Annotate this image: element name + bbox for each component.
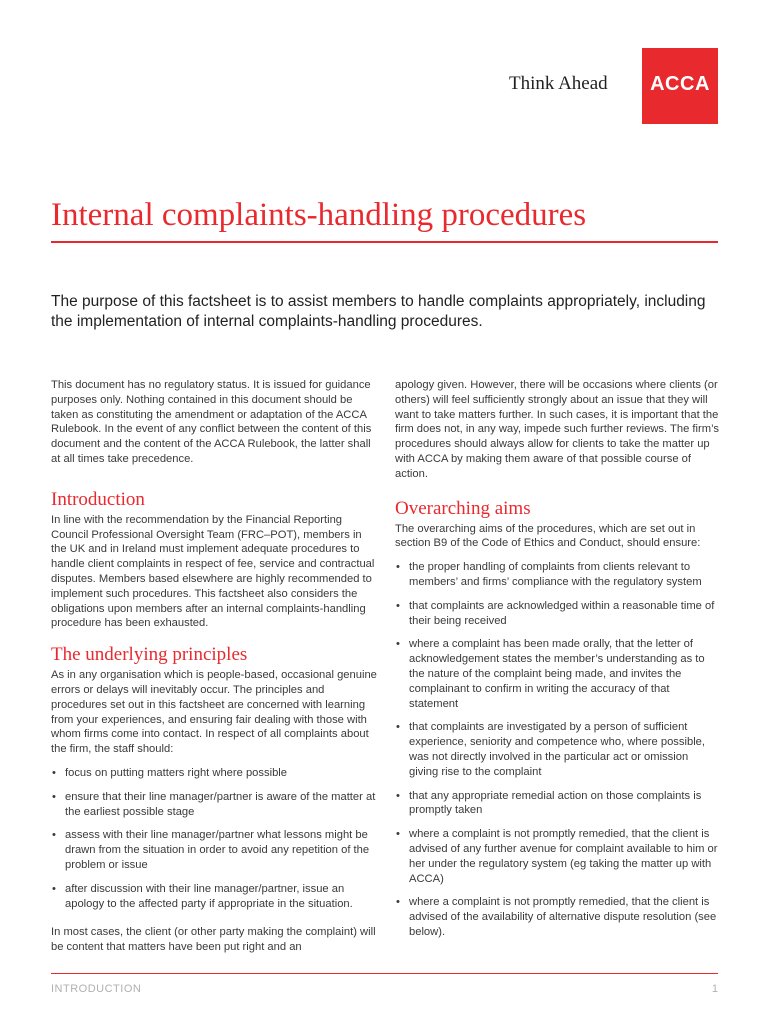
title-divider: [51, 241, 718, 243]
list-item: • the proper handling of complaints from clients relevant to members’ and firms’ compliance with the regulatory system: [395, 560, 719, 590]
principles-list: [51, 766, 378, 911]
logo-text: ACCA: [650, 73, 710, 95]
page-number: 1: [711, 983, 718, 995]
list-item: • that any appropriate remedial action on those complaints is promptly taken: [395, 789, 719, 819]
footer-divider: [51, 973, 718, 974]
aims-list: [395, 560, 719, 940]
list-item: • where a complaint is not promptly remedied, that the client is advised of any further avenue for complaint available to him or her under the regulatory system (eg taking the matter up with ACCA): [395, 827, 719, 886]
list-item: • that complaints are investigated by a person of sufficient experience, seniority and competence who, where possible, was not directly involved in the particular act or omission giving rise to the complaint: [395, 720, 719, 779]
right-column: [395, 378, 719, 949]
disclaimer-paragraph: This document has no regulatory status. It is issued for guidance purposes only. Nothing contained in this document should be taken as constituting the amendment or adaptation of the ACCA Rulebook. In the event of any conflict between the content of this document and the content of the ACCA Rulebook, the latter shall at all times take precedence.: [51, 379, 372, 465]
list-item: • where a complaint is not promptly remedied, that the client is advised of the availability of alternative dispute resolution (see below).: [395, 895, 719, 939]
list-item: • focus on putting matters right where possible: [51, 766, 378, 781]
introduction-paragraph: In line with the recommendation by the Financial Reporting Council Professional Oversight Team (FRC–POT), members in the UK and in Ireland must implement adequate procedures to handle client complaints in respect of fee, service and contractual disputes. Members based elsewhere are highly recommended to implement such procedures. This factsheet also considers the obligations upon members after an internal complaints-handling procedure has been exhausted.: [51, 513, 375, 630]
brand-tagline: Think Ahead: [509, 73, 608, 94]
aims-paragraph: The overarching aims of the procedures, which are set out in section B9 of the Code of Ethics and Conduct, should ensure:: [395, 522, 701, 550]
principles-heading: The underlying principles: [51, 644, 248, 666]
left-column: [51, 378, 378, 955]
list-item: • ensure that their line manager/partner is aware of the matter at the earliest possible stage: [51, 790, 378, 820]
list-item: • after discussion with their line manager/partner, issue an apology to the affected party if appropriate in the situation.: [51, 882, 378, 912]
aims-heading: Overarching aims: [395, 497, 531, 519]
list-item: • that complaints are acknowledged within a reasonable time of their being received: [395, 599, 719, 629]
continuation-paragraph: apology given. However, there will be occasions where clients (or others) will feel sufficiently strongly about an issue that they will want to take matters further. In such cases, it is important that the firm does not, in any way, impede such further reviews. The firm’s procedures should always allow for clients to take the matter up with ACCA by making them aware of that possible course of action.: [395, 379, 719, 480]
acca-logo: [642, 48, 718, 124]
list-item: • where a complaint has been made orally, that the letter of acknowledgement states the member’s understanding as to the nature of the complaint being made, and invites the complainant to confirm in writing the accuracy of that statement: [395, 637, 719, 711]
principles-paragraph: As in any organisation which is people-based, occasional genuine errors or delays will inevitably occur. The principles and procedures set out in this factsheet are concerned with learning from your experiences, and ensuring fair dealing with those with whom firms come into contact. In respect of all complaints about the firm, the staff should:: [51, 669, 377, 756]
list-item: • assess with their line manager/partner what lessons might be drawn from the situation in order to avoid any repetition of the problem or issue: [51, 828, 378, 872]
introduction-heading: Introduction: [51, 488, 145, 510]
footer-section-label: INTRODUCTION: [51, 983, 142, 995]
page-title: Internal complaints-handling procedures: [51, 197, 587, 233]
lead-paragraph: The purpose of this factsheet is to assist members to handle complaints appropriately, including the implementation of internal complaints-handling procedures.: [51, 293, 706, 330]
principles-closing-paragraph: In most cases, the client (or other party making the complaint) will be content that matters have been put right and an: [51, 926, 376, 954]
